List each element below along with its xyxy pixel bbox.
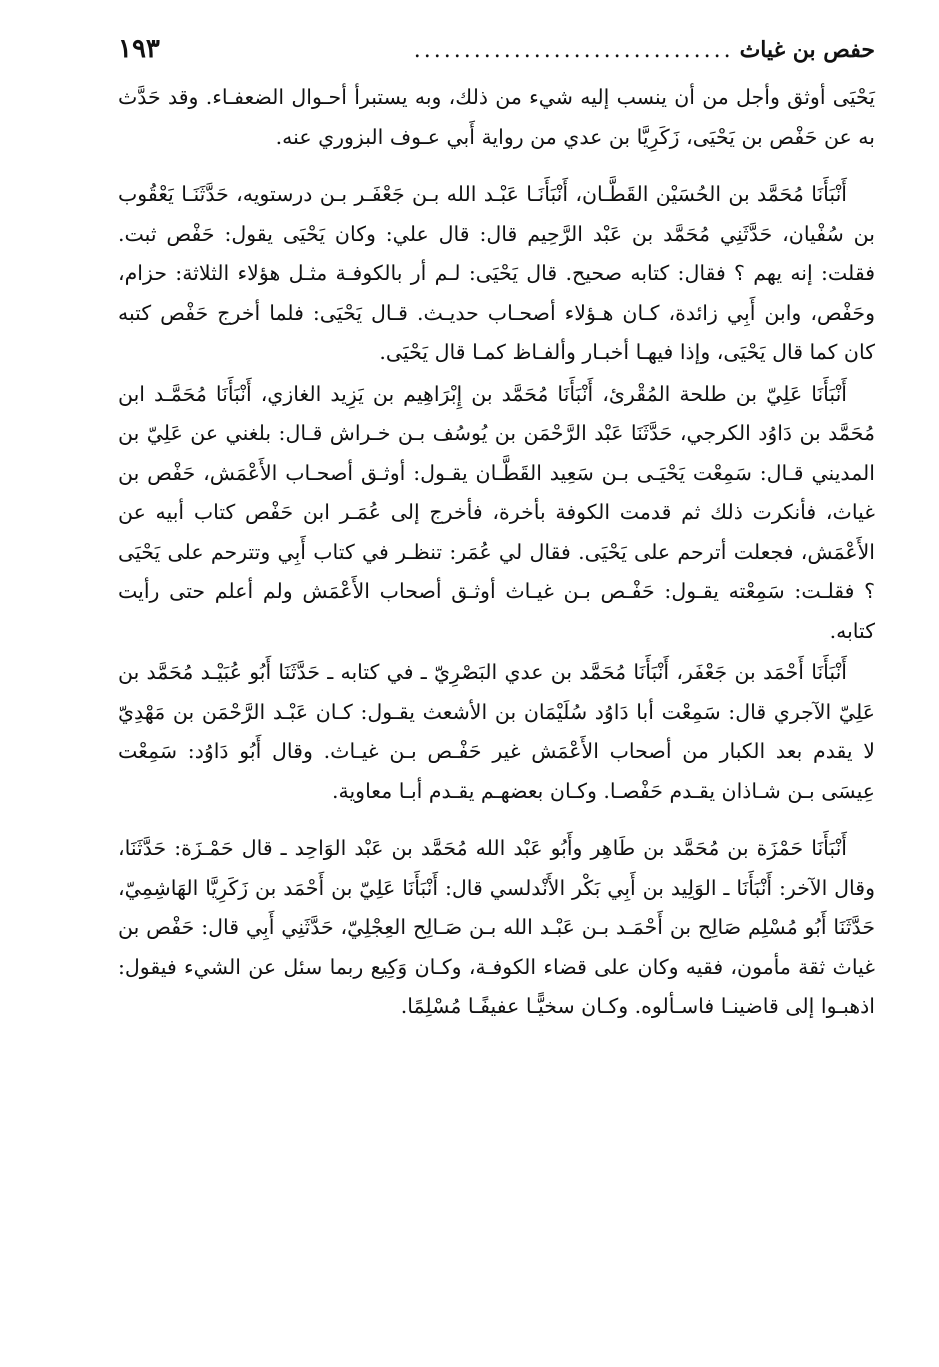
paragraph-1: يَحْيَى أوثق وأجل من أن ينسب إليه شيء من ذلك، وبه يستبرأ أحـوال الضعفـاء. وقد حَدَّث به عن حَفْص بن يَحْيَى، زَكَرِيَّا بن عدي من رواية أَبي عـوف البزوري عنه. [118, 85, 875, 149]
paragraph-3: أَنْبَأَنَا عَلِيّ بن طلحة المُقْرئ، أَنْبَأَنَا مُحَمَّد بن إِبْرَاهِيم بن يَزِيد الغازي، أَنْبَأَنَا مُحَمَّـد ابن مُحَمَّد بن دَاوُد الكرجي، حَدَّثَنَا عَبْد الرَّحْمَن بن يُوسُف بـن خـراش قـال: بلغني عن عَلِيّ بن المديني قـال: سَمِعْت يَحْيَـى بـن سَعِيد القَطَّـان يقـول: أوثـق أصحـاب الأَعْمَش، حَفْص بن غياث، فأنكرت ذلك ثم قدمت الكوفة بأخرة، فأخرج إلى عُمَـر ابن حَفْص كتاب أبيه عن الأَعْمَش، فجعلت أترحم على يَحْيَى. فقال لي عُمَر: تنظـر في كتاب أَبِي وتترحم على يَحْيَى ؟ فقلـت: سَمِعْته يقـول: حَفْـص بـن غيـاث أوثـق أصحاب الأَعْمَش ولم أعلم حتى رأيت كتابه. [118, 381, 875, 643]
running-header [118, 34, 875, 78]
header-title: حفص بن غياث [739, 37, 875, 63]
page-number: ١٩٣ [118, 34, 160, 64]
paragraph-4: أَنْبَأَنَا أَحْمَد بن جَعْفَر، أَنْبَأَنَا مُحَمَّد بن عدي البَصْرِيّ ـ في كتابه ـ حَدَّثَنَا أَبُو عُبَيْـد مُحَمَّد بن عَلِيّ الآجري قال: سَمِعْت أبا دَاوُد سُلَيْمَان بن الأشعث يقـول: كـان عَبْـد الرَّحْمَن بن مَهْدِيّ لا يقدم بعد الكبار من أصحاب الأَعْمَش غير حَفْـص بـن غيـاث. وقال أَبُو دَاوُد: سَمِعْت عِيسَى بـن شـاذان يقـدم حَفْصـا. وكـان بعضهـم يقـدم أبـا معاوية. [118, 660, 875, 803]
header-leader-dots: ................................ [413, 38, 734, 63]
paragraph-5: أَنْبَأَنَا حَمْزَة بن مُحَمَّد بن طَاهِر وأَبُو عَبْد الله مُحَمَّد بن عَبْد الوَاحِد ـ قال حَمْـزَة: حَدَّثَنَا، وقال الآخر: أَنْبَأَنَا ـ الوَلِيد بن أَبِي بَكْر الأَنْدلسي قال: أَنْبَأَنَا عَلِيّ بن أَحْمَد بن زَكَرِيَّا الهَاشِمِيّ، حَدَّثَنَا أَبُو مُسْلِم صَالِح بن أَحْمَـد بـن عَبْـد الله بـن صَـالِح العِجْلِيّ، حَدَّثَنِي أَبِي قال: حَفْص بن غياث ثقة مأمون، فقيه وكان على قضاء الكوفـة، وكـان وَكِيع ربما سئل عن الشيء فيقول: اذهبـوا إلى قاضينـا فاسـألوه. وكـان سخيًّـا عفيفًـا مُسْلِمًا. [118, 836, 875, 1018]
paragraph-2: أَنْبَأَنَا مُحَمَّد بن الحُسَيْن القَطَّـان، أَنْبَأَنَـا عَبْـد الله بـن جَعْفَـر بـن درستويه، حَدَّثَنَـا يَعْقُوب بن سُفْيان، حَدَّثَنِي مُحَمَّد بن عَبْد الرَّحِيم قال: قال علي: وكان يَحْيَى يقول: حَفْص ثبت. فقلت: إنه يهم ؟ فقال: كتابه صحيح. قال يَحْيَى: لـم أر بالكوفـة مثـل هؤلاء الثلاثة: حزام، وحَفْص، وابن أَبِي زائدة، كـان هـؤلاء أصحـاب حديـث. قـال يَحْيَى: فلما أخرج حَفْص كتبه كان كما قال يَحْيَى، وإذا فيهـا أخبـار وألفـاظ كمـا قال يَحْيَى. [118, 182, 875, 364]
